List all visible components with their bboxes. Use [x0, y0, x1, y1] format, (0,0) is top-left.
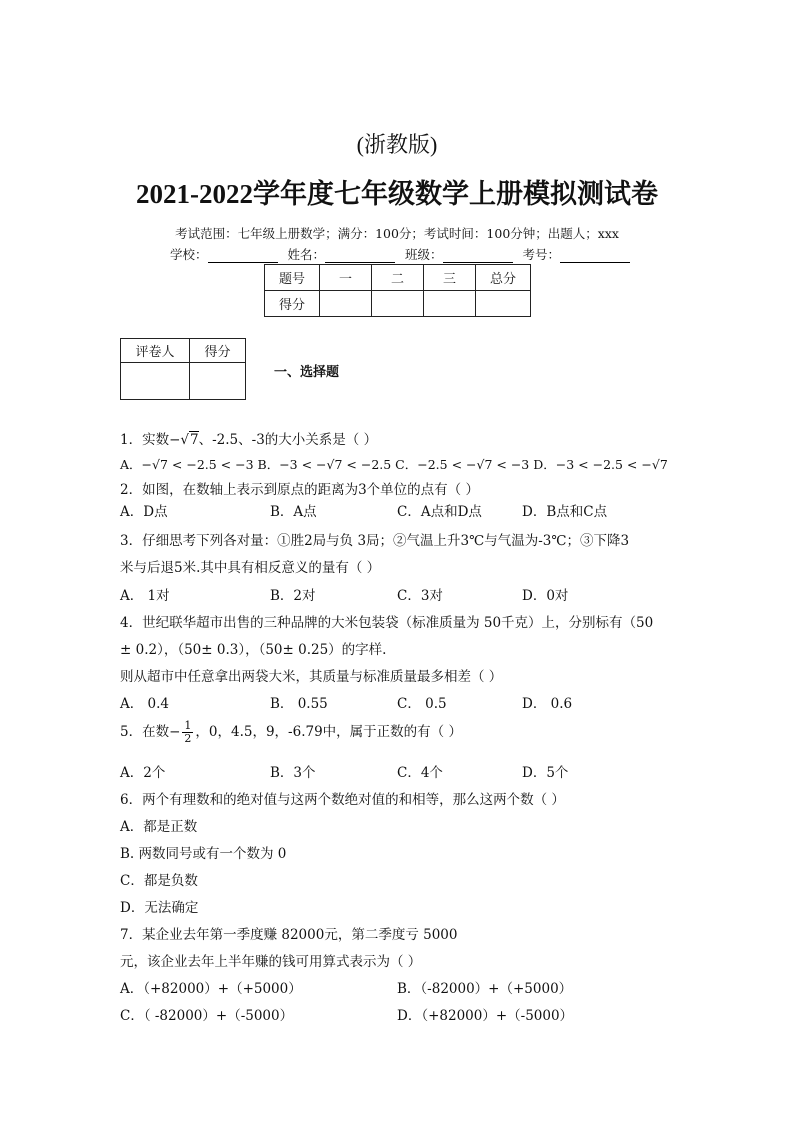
- question-4-line-3: 则从超市中任意拿出两袋大米，其质量与标准质量最多相差（ ）: [120, 669, 503, 685]
- question-5-option-c[interactable]: C．4个: [397, 765, 443, 781]
- question-5-option-d[interactable]: D．5个: [522, 765, 569, 781]
- school-field[interactable]: [208, 248, 278, 263]
- score-table-header-cell: 二: [372, 265, 424, 291]
- score-cell[interactable]: [372, 291, 424, 317]
- question-4-line-1: 4．世纪联华超市出售的三种品牌的大米包装袋（标准质量为 50千克）上，分别标有（50: [120, 615, 654, 631]
- grader-score-cell[interactable]: [190, 363, 246, 400]
- question-7-option-a[interactable]: A．（+82000）+（+5000）: [120, 981, 302, 997]
- question-2-stem: 2．如图，在数轴上表示到原点的距离为3个单位的点有（ ）: [120, 482, 479, 498]
- question-7-line-1: 7．某企业去年第一季度赚 82000元，第二季度亏 5000: [120, 927, 458, 943]
- score-cell[interactable]: [476, 291, 531, 317]
- question-6-option-c[interactable]: C．都是负数: [120, 873, 198, 889]
- question-2-option-a[interactable]: A．D点: [120, 504, 168, 520]
- question-6-option-b[interactable]: B. 两数同号或有一个数为 0: [120, 846, 287, 862]
- question-3-option-b[interactable]: B．2对: [270, 588, 316, 604]
- question-2-option-c[interactable]: C．A点和D点: [397, 504, 482, 520]
- question-4-option-d[interactable]: D． 0.6: [522, 696, 573, 712]
- grader-table: [120, 338, 246, 400]
- question-3-option-a[interactable]: A． 1对: [120, 588, 170, 604]
- question-5-stem: 5．在数− $\frac{1}{2}$ ，0，4.5，9，-6.79中，属于正数的有（ ）: [120, 719, 462, 745]
- school-label: 学校：: [170, 247, 208, 262]
- grader-cell[interactable]: [121, 363, 190, 400]
- question-2-option-d[interactable]: D．B点和C点: [522, 504, 608, 520]
- question-7-option-c[interactable]: C．（ -82000）+（-5000）: [120, 1008, 294, 1024]
- fraction: $\frac{1}{2}$: [184, 719, 192, 745]
- student-fields: [170, 245, 630, 263]
- question-4-line-2: ± 0.2），（50± 0.3），（50± 0.25）的字样.: [120, 642, 387, 658]
- score-cell[interactable]: [320, 291, 372, 317]
- question-7-option-b[interactable]: B．（-82000）+（+5000）: [397, 981, 573, 997]
- question-3-option-d[interactable]: D．0对: [522, 588, 569, 604]
- question-1-stem: 1．实数−√7、-2.5、-3的大小关系是（ ）: [120, 432, 378, 448]
- exam-info: 考试范围：七年级上册数学；满分：100分；考试时间：100分钟；出题人；xxx: [175, 226, 619, 241]
- name-label: 姓名：: [287, 247, 326, 262]
- page-title: 2021-2022学年度七年级数学上册模拟测试卷: [136, 179, 658, 209]
- section-title: 一、选择题: [274, 365, 340, 380]
- grader-label: 评卷人: [121, 339, 190, 363]
- score-table: [264, 264, 531, 317]
- question-1-options: A．−√7 < −2.5 < −3 B．−3 < −√7 < −2.5 C．−2.5 < −√7 < −3 D．−3 < −2.5 < −√7: [120, 457, 668, 472]
- question-5-option-b[interactable]: B．3个: [270, 765, 316, 781]
- edition-label: (浙教版): [356, 132, 438, 157]
- question-6-option-a[interactable]: A．都是正数: [120, 819, 198, 835]
- exam-number-field[interactable]: [560, 248, 630, 263]
- score-cell[interactable]: [424, 291, 476, 317]
- score-table-header-cell: 三: [424, 265, 476, 291]
- question-3-line-2: 米与后退5米.其中具有相反意义的量有（ ）: [120, 560, 381, 576]
- question-4-option-b[interactable]: B． 0.55: [270, 696, 328, 712]
- class-field[interactable]: [443, 248, 513, 263]
- question-7-line-2: 元，该企业去年上半年赚的钱可用算式表示为（ ）: [120, 954, 422, 970]
- sqrt-symbol: √: [180, 432, 190, 448]
- score-table-header-cell: 一: [320, 265, 372, 291]
- grader-score-label: 得分: [190, 339, 246, 363]
- name-field[interactable]: [325, 248, 395, 263]
- exam-number-label: 考号：: [522, 247, 561, 262]
- question-5-option-a[interactable]: A．2个: [120, 765, 166, 781]
- question-7-option-d[interactable]: D．（+82000）+（-5000）: [397, 1008, 574, 1024]
- score-table-label-cell: 得分: [265, 291, 320, 317]
- score-table-header-cell: 总分: [476, 265, 531, 291]
- question-2-option-b[interactable]: B．A点: [270, 504, 317, 520]
- question-3-option-c[interactable]: C．3对: [397, 588, 443, 604]
- question-3-line-1: 3．仔细思考下列各对量：①胜2局与负 3局；②气温上升3℃与气温为-3℃；③下降3: [120, 533, 630, 549]
- class-label: 班级：: [405, 247, 443, 262]
- score-table-header-cell: 题号: [265, 265, 320, 291]
- question-4-option-c[interactable]: C． 0.5: [397, 696, 447, 712]
- question-6-option-d[interactable]: D．无法确定: [120, 900, 199, 916]
- question-4-option-a[interactable]: A． 0.4: [120, 696, 170, 712]
- question-6-stem: 6．两个有理数和的绝对值与这两个数绝对值的和相等，那么这两个数（ ）: [120, 792, 565, 808]
